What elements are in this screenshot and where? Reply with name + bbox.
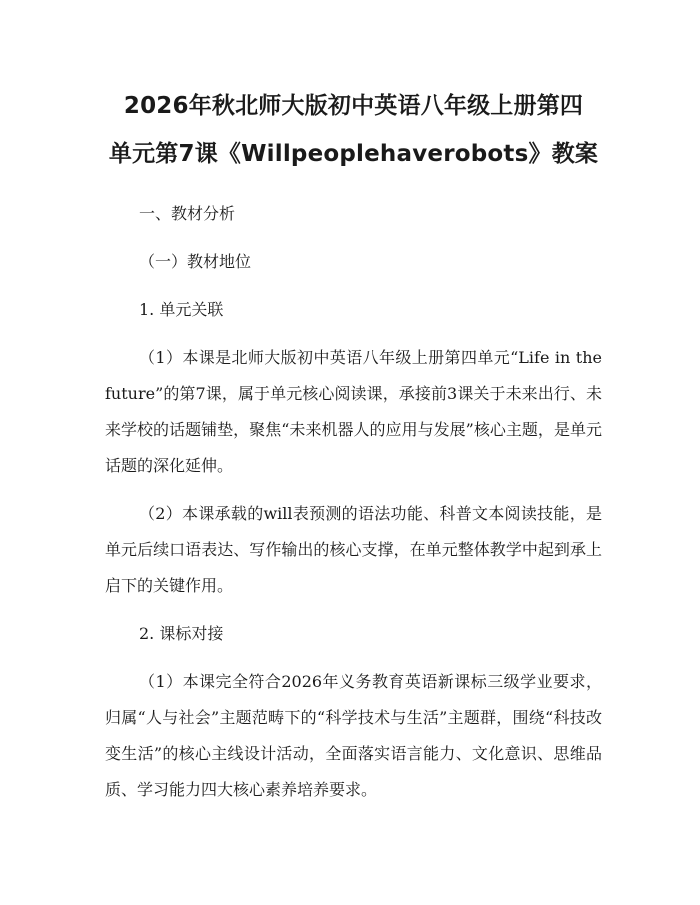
item-heading-curriculum: 2. 课标对接 xyxy=(139,624,224,643)
title-line-1: 2026年秋北师大版初中英语八年级上册第四 xyxy=(123,93,584,119)
title-line-2: 单元第7课《Willpeoplehaverobots》教案 xyxy=(108,141,599,167)
paragraph-unit-link-1: （1）本课是北师大版初中英语八年级上册第四单元“Life in the future”的第7课，属于单元核心阅读课，承接前3课关于未来出行、未来学校的话题铺垫，聚焦“未来机器人的应用与发展”核心主题，是单元话题的深化延伸。 xyxy=(105,348,602,475)
item-heading-unit-link: 1. 单元关联 xyxy=(139,300,224,319)
paragraph-curriculum-1: （1）本课完全符合2026年义务教育英语新课标三级学业要求，归属“人与社会”主题范畴下的“科学技术与生活”主题群，围绕“科技改变生活”的核心主线设计活动，全面落实语言能力、文化意识、思维品质、学习能力四大核心素养培养要求。 xyxy=(105,672,602,799)
document-title xyxy=(105,0,602,178)
paragraph-unit-link-2: （2）本课承载的will表预测的语法功能、科普文本阅读技能，是单元后续口语表达、写作输出的核心支撑，在单元整体教学中起到承上启下的关键作用。 xyxy=(105,504,602,595)
section-heading: 一、教材分析 xyxy=(139,204,236,223)
subsection-heading: （一）教材地位 xyxy=(139,252,252,271)
document-body xyxy=(105,196,602,808)
